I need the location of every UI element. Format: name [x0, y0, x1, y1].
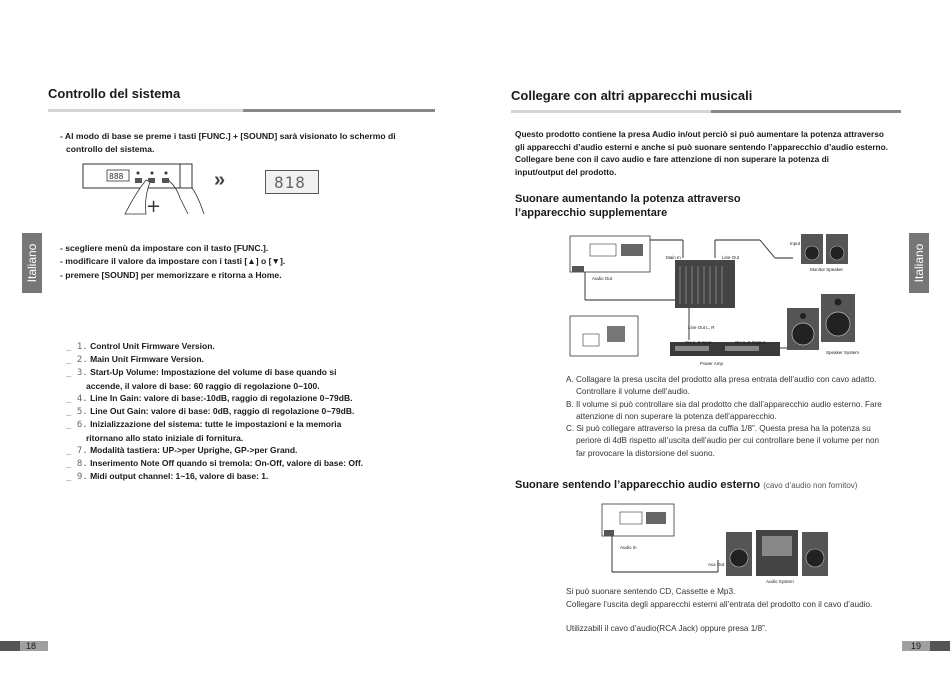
left-page-title: Controllo del sistema: [48, 86, 181, 101]
intro-line: Questo prodotto contiene la presa Audio in/out perciò si può aumentare la potenza attraverso: [515, 129, 884, 139]
notes: [566, 374, 901, 460]
section2-heading: [515, 479, 857, 491]
section1-title-line: Suonare aumentando la potenza attraverso: [515, 193, 741, 205]
right-page-number: 19: [911, 641, 922, 651]
display-value: 818: [274, 173, 306, 192]
label-audio-in: Audio In: [620, 545, 637, 550]
list-number: _ 7.: [66, 446, 88, 456]
step-line: - scegliere menù da impostare con il tasto [FUNC.].: [60, 243, 269, 253]
list-number: _ 4.: [66, 394, 88, 404]
list-text: Start-Up Volume: Impostazione del volume di base quando si: [90, 367, 337, 377]
list-number: _ 2.: [66, 355, 88, 365]
list-item: [66, 353, 366, 367]
section2-title: Suonare sentendo l’apparecchio audio esterno: [515, 479, 761, 491]
note-line: attenzione di non superare la potenza dell’apparecchio.: [576, 411, 777, 421]
list-text-cont: ritornano allo stato iniziale di fornitura.: [86, 433, 244, 443]
footer-line: Utilizzabili il cavo d’audio(RCA Jack) oppure presa 1/8”.: [566, 624, 768, 634]
label-line-out: Line Out: [722, 255, 740, 260]
right-page-title: Collegare con altri apparecchi musicali: [511, 88, 753, 103]
label-monitor-speaker: Monitor Speaker: [810, 267, 844, 272]
left-steps: [60, 242, 420, 282]
list-item: [66, 457, 366, 471]
intro-line: input/output del prodotto.: [515, 166, 617, 177]
svg-text:»: »: [214, 169, 226, 191]
section1-title-line: l’apparecchio supplementare: [515, 207, 668, 219]
display-screen: [265, 170, 319, 194]
list-text: Modalità tastiera: UP->per Uprighe, GP->per Grand.: [90, 445, 298, 455]
svg-text:888: 888: [109, 172, 124, 181]
list-number: _ 3.: [66, 368, 88, 378]
side-tab-label: Italiano: [912, 243, 926, 283]
list-number: _ 1.: [66, 342, 88, 352]
list-item: [66, 340, 366, 354]
note-line: far provocare la distorsione del suono.: [576, 448, 715, 458]
step-line: - modificare il valore da impostare con i tasti [▲] o [▼].: [60, 256, 286, 267]
label-line-out-lr: Line Out L, R: [688, 325, 715, 330]
list-text: Midi output channel: 1~16, valore di base: 1.: [90, 471, 269, 481]
list-text: Line In Gain: valore di base:-10dB, raggio di regolazione 0~79dB.: [90, 393, 353, 403]
list-text: Line Out Gain: valore di base: 0dB, raggio di regolazione 0~79dB.: [90, 406, 355, 416]
note-line: B. Il volume si può controllare sia dal prodotto che dall’apparecchio audio esterno. Fare: [566, 399, 882, 409]
footer-line: Si può suonare sentendo CD, Cassette e Mp3.: [566, 587, 736, 596]
step-line: - premere [SOUND] per memorizzare e ritorna a Home.: [60, 269, 282, 280]
note-line: A. Collagare la presa uscita del prodotto alla presa entrata dell’audio con cavo adatto.: [566, 375, 877, 384]
footer-line: Collegare l’uscita degli apparecchi esterni all’entrata del prodotto con il cavo d’audio.: [566, 599, 873, 609]
intro-line: Collegare bene con il cavo audio e fare attenzione di non superare la potenza di: [515, 154, 829, 165]
note-line: periore di 4dB rispetto all’uscita dell’audio per cui controllare bene il volume per non: [576, 436, 880, 446]
note-line: Controllare il volume dell’audio.: [576, 387, 690, 397]
list-text: Inizializzazione del sistema: tutte le impostazioni e la memoria: [90, 419, 342, 429]
list-item: [66, 470, 366, 484]
svg-text:+: +: [146, 196, 162, 216]
label-ch-output: CH 1, 2 Output: [735, 340, 766, 345]
left-intro: [60, 130, 420, 157]
list-item: [66, 405, 366, 419]
list-item: [66, 418, 366, 445]
note-line: C. Si può collegare attraverso la presa da cuffia 1/8”. Questa presa ha la potenza su: [566, 424, 871, 434]
list-number: _ 5.: [66, 407, 88, 417]
right-title-rule: [511, 110, 901, 113]
footer-notes: [566, 586, 906, 636]
left-pagebar-dark: [0, 641, 20, 651]
list-text: Control Unit Firmware Version.: [90, 341, 215, 351]
list-text: Main Unit Firmware Version.: [90, 354, 204, 364]
left-page-number: 18: [26, 641, 37, 651]
section1-title: [515, 192, 741, 220]
label-audio-system: Audio System: [766, 579, 794, 584]
section2-note: (cavo d’audio non fornitov): [763, 481, 858, 490]
left-intro-line: - Al modo di base se preme i tasti [FUNC.] + [SOUND] sarà visionato lo schermo di: [60, 131, 396, 141]
list-text: Inserimento Note Off quando si tremola: On-Off, valore di base: Off.: [90, 458, 364, 468]
amplification-diagram: [565, 230, 865, 370]
list-item: [66, 444, 366, 458]
label-aux-out: Aux Out: [708, 562, 725, 567]
list-item: [66, 392, 366, 406]
left-side-tab: [22, 233, 42, 293]
label-ch-input: CH 1, 2 Input: [685, 340, 712, 345]
list-number: _ 9.: [66, 472, 88, 482]
side-tab-label: Italiano: [25, 243, 39, 283]
label-speaker-system: Speaker System: [826, 350, 860, 355]
label-audio-out: Audio Out: [592, 276, 613, 281]
left-title-rule: [48, 109, 435, 112]
label-power-amp: Power Amp: [700, 361, 724, 366]
listening-diagram: [598, 500, 828, 585]
left-intro-line: controllo del sistema.: [66, 144, 155, 155]
list-number: _ 8.: [66, 459, 88, 469]
intro-line: gli apparecchi d’audio esterni e anche si può suonare sentendo l’apparecchio d’audio esterno.: [515, 141, 888, 152]
list-number: _ 6.: [66, 420, 88, 430]
right-pagebar-dark: [930, 641, 950, 651]
list-item: [66, 366, 366, 393]
label-input: Input: [790, 241, 801, 246]
right-side-tab: [909, 233, 929, 293]
right-intro: [515, 128, 905, 178]
list-text-cont: accende, il valore di base: 60 raggio di regolazione 0~100.: [86, 381, 320, 391]
label-main-in: Main In: [666, 255, 681, 260]
